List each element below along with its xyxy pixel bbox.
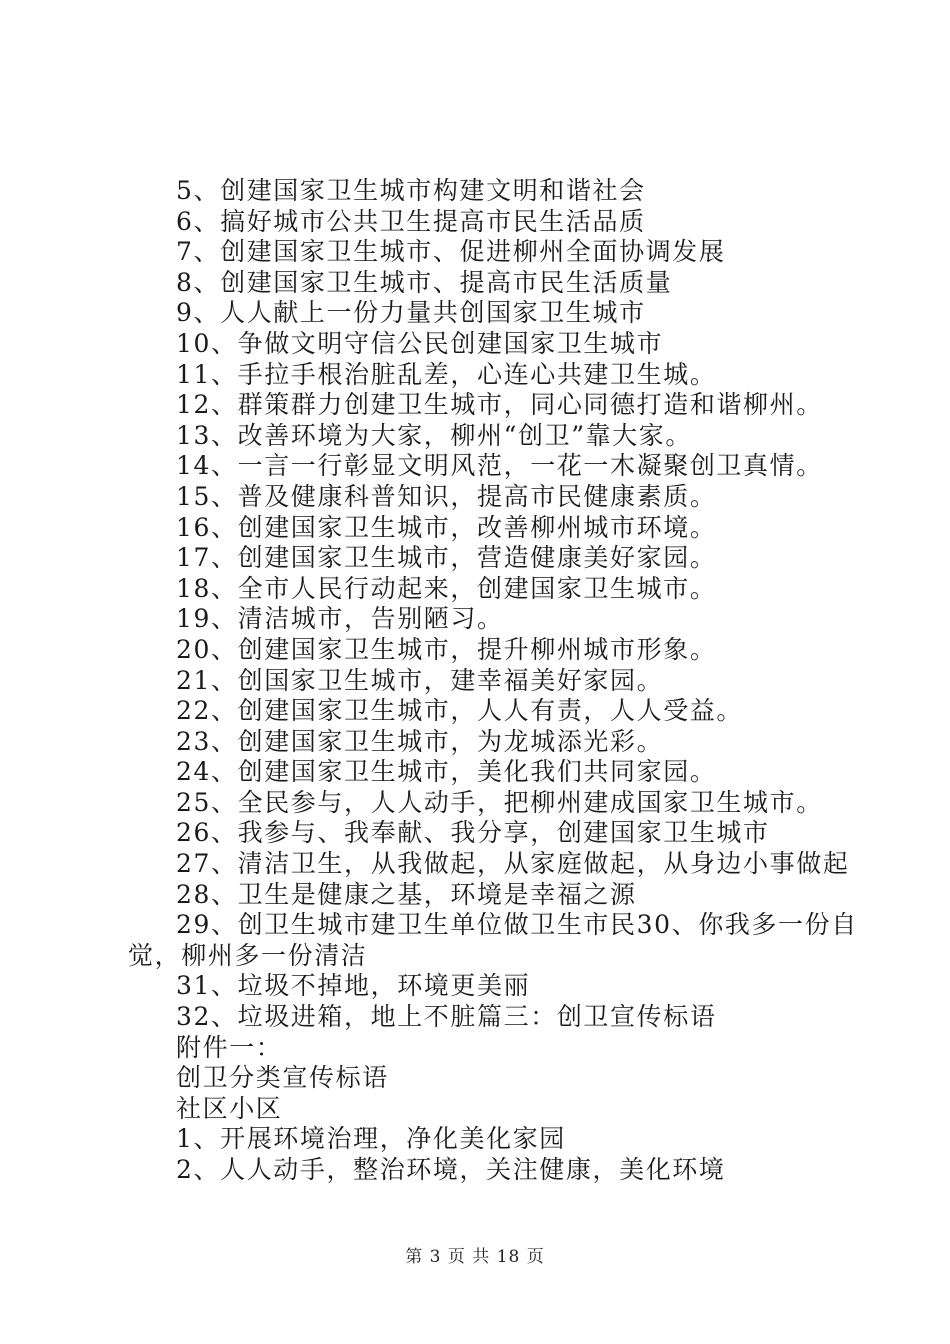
slogan-line-32: 32、垃圾进箱，地上不脏篇三：创卫宣传标语 <box>176 1002 717 1032</box>
page-number-footer: 第 3 页 共 18 页 <box>405 1247 545 1267</box>
slogan-line-6: 6、搞好城市公共卫生提高市民生活品质 <box>176 206 646 236</box>
document-body <box>128 176 858 1186</box>
slogan-line-9: 9、人人献上一份力量共创国家卫生城市 <box>176 298 646 328</box>
slogan-line-28: 28、卫生是健康之基，环境是幸福之源 <box>176 879 637 909</box>
slogan-line-29: 29、创卫生城市建卫生单位做卫生市民30、你我多一份自 <box>176 910 858 940</box>
slogan-line-17: 17、创建国家卫生城市，营造健康美好家园。 <box>176 543 717 573</box>
slogan-line-24: 24、创建国家卫生城市，美化我们共同家园。 <box>176 757 717 787</box>
slogan-line-14: 14、一言一行彰显文明风范，一花一木凝聚创卫真情。 <box>176 451 823 481</box>
slogan-line-7: 7、创建国家卫生城市、促进柳州全面协调发展 <box>176 237 726 267</box>
slogan-line-21: 21、创国家卫生城市，建幸福美好家园。 <box>176 665 664 695</box>
slogan-line-30-continued: 觉，柳州多一份清洁 <box>128 940 368 970</box>
slogan-line-20: 20、创建国家卫生城市，提升柳州城市形象。 <box>176 634 717 664</box>
slogan-line-8: 8、创建国家卫生城市、提高市民生活质量 <box>176 267 673 297</box>
slogan-line-27: 27、清洁卫生，从我做起，从家庭做起，从身边小事做起 <box>176 849 850 879</box>
slogan-line-15: 15、普及健康科普知识，提高市民健康素质。 <box>176 481 717 511</box>
section-title: 创卫分类宣传标语 <box>176 1063 389 1093</box>
attachment-heading: 附件一： <box>176 1032 283 1062</box>
slogan-line-16: 16、创建国家卫生城市，改善柳州城市环境。 <box>176 512 717 542</box>
community-slogan-2: 2、人人动手，整治环境，关注健康，美化环境 <box>176 1155 726 1184</box>
slogan-line-19: 19、清洁城市，告别陋习。 <box>176 604 504 634</box>
slogan-line-12: 12、群策群力创建卫生城市，同心同德打造和谐柳州。 <box>176 390 823 420</box>
category-heading: 社区小区 <box>176 1093 283 1123</box>
slogan-line-22: 22、创建国家卫生城市，人人有责，人人受益。 <box>176 696 744 726</box>
slogan-line-31: 31、垃圾不掉地，环境更美丽 <box>176 971 531 1001</box>
slogan-line-5: 5、创建国家卫生城市构建文明和谐社会 <box>176 176 646 205</box>
community-slogan-1: 1、开展环境治理，净化美化家园 <box>176 1124 566 1154</box>
slogan-line-18: 18、全市人民行动起来，创建国家卫生城市。 <box>176 573 717 603</box>
slogan-line-13: 13、改善环境为大家，柳州“创卫”靠大家。 <box>176 420 692 450</box>
slogan-line-11: 11、手拉手根治脏乱差，心连心共建卫生城。 <box>176 359 717 389</box>
slogan-line-26: 26、我参与、我奉献、我分享，创建国家卫生城市 <box>176 818 770 848</box>
slogan-line-23: 23、创建国家卫生城市，为龙城添光彩。 <box>176 726 664 756</box>
slogan-line-25: 25、全民参与，人人动手，把柳州建成国家卫生城市。 <box>176 787 823 817</box>
slogan-line-10: 10、争做文明守信公民创建国家卫生城市 <box>176 328 664 358</box>
